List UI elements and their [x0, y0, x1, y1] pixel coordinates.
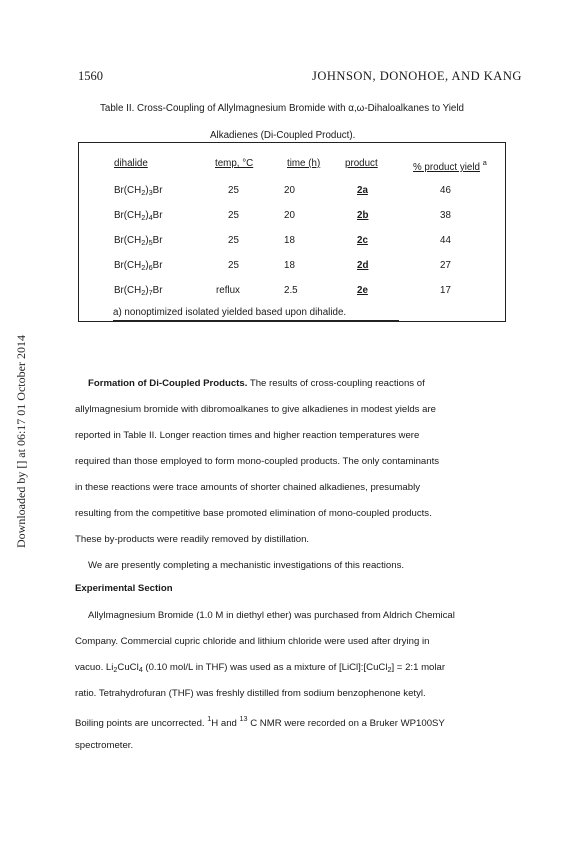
dihalide-text: )	[145, 185, 149, 196]
paragraph-text: H and	[211, 718, 240, 729]
product-cell: 2a	[357, 185, 368, 196]
temp-cell: 25	[228, 260, 239, 271]
table-row	[114, 285, 162, 297]
paragraph-line: We are presently completing a mechanistic investigations of this reactions.	[88, 560, 405, 571]
temp-cell: 25	[228, 235, 239, 246]
time-cell: 2.5	[284, 285, 298, 296]
paragraph-line: resulting from the competitive base promoted elimination of mono-coupled products.	[75, 508, 432, 519]
download-watermark: Downloaded by [] at 06:17 01 October 2014	[14, 335, 28, 548]
dihalide-text: Br	[152, 210, 163, 221]
section-heading: Experimental Section	[75, 583, 173, 594]
header-dihalide: dihalide	[114, 158, 148, 169]
dihalide-text: Br(CH	[114, 185, 142, 196]
dihalide-sub: 2	[141, 188, 146, 197]
dihalide-sub: 2	[141, 213, 146, 222]
paragraph-text: CuCl	[117, 662, 139, 673]
dihalide-sub: 7	[148, 288, 153, 297]
dihalide-sub: 4	[148, 213, 153, 222]
paragraph-line	[75, 714, 445, 729]
dihalide-text: )	[145, 260, 149, 271]
temp-cell: reflux	[216, 285, 240, 296]
paragraph-text: The results of cross-coupling reactions of	[247, 378, 425, 389]
paragraph-line: Company. Commercial cupric chloride and lithium chloride were used after drying in	[75, 636, 430, 647]
dihalide-sub: 6	[148, 263, 153, 272]
dihalide-sub: 5	[148, 238, 153, 247]
paragraph-text: (0.10 mol/L in THF) was used as a mixture of [LiCl]:[CuCl	[142, 662, 388, 673]
paragraph-line: Allylmagnesium Bromide (1.0 M in diethyl ether) was purchased from Aldrich Chemical	[88, 610, 455, 621]
time-cell: 20	[284, 185, 295, 196]
table-footnote: a) nonoptimized isolated yielded based upon dihalide.	[113, 307, 347, 318]
time-cell: 20	[284, 210, 295, 221]
table-caption-continued: Alkadienes (Di-Coupled Product).	[210, 130, 356, 141]
paragraph-sub: 2	[387, 665, 392, 674]
paragraph-line: ratio. Tetrahydrofuran (THF) was freshly distilled from sodium benzophenone ketyl.	[75, 688, 426, 699]
time-cell: 18	[284, 235, 295, 246]
dihalide-sub: 3	[148, 188, 153, 197]
yield-cell: 44	[440, 235, 451, 246]
product-cell: 2c	[357, 235, 368, 246]
paragraph-text: C NMR were recorded on a Bruker WP100SY	[247, 718, 445, 729]
paragraph-line	[75, 662, 445, 674]
dihalide-text: )	[145, 210, 149, 221]
dihalide-text: Br(CH	[114, 210, 142, 221]
header-yield-label: % product yield	[413, 162, 480, 173]
dihalide-sub: 2	[141, 288, 146, 297]
table-row	[114, 210, 162, 222]
yield-cell: 46	[440, 185, 451, 196]
dihalide-text: Br	[152, 260, 163, 271]
paragraph-sup: 13	[239, 714, 248, 723]
paragraph-line: allylmagnesium bromide with dibromoalkanes to give alkadienes in modest yields are	[75, 404, 437, 415]
page-number: 1560	[78, 69, 103, 83]
paragraph-line: spectrometer.	[75, 740, 134, 751]
paragraph-line: in these reactions were trace amounts of shorter chained alkadienes, presumably	[75, 482, 421, 493]
paragraph-sub: 2	[113, 665, 118, 674]
paragraph-text: Boiling points are uncorrected.	[75, 718, 208, 729]
temp-cell: 25	[228, 185, 239, 196]
paragraph-sub: 4	[138, 665, 143, 674]
dihalide-text: )	[145, 285, 149, 296]
product-cell: 2d	[357, 260, 369, 271]
temp-cell: 25	[228, 210, 239, 221]
dihalide-text: Br(CH	[114, 260, 142, 271]
paragraph-line: required than those employed to form mono-coupled products. The only contaminants	[75, 456, 440, 467]
header-yield	[413, 158, 487, 173]
dihalide-text: Br	[152, 285, 163, 296]
paragraph-line: These by-products were readily removed by distillation.	[75, 534, 310, 545]
paragraph-line: reported in Table II. Longer reaction times and higher reaction temperatures were	[75, 430, 420, 441]
paragraph-heading: Formation of Di-Coupled Products.	[88, 378, 248, 389]
paragraph-sup: 1	[207, 714, 212, 723]
dihalide-text: Br(CH	[114, 285, 142, 296]
yield-cell: 27	[440, 260, 451, 271]
time-cell: 18	[284, 260, 295, 271]
table-row	[114, 235, 162, 247]
table-caption: Table II. Cross-Coupling of Allylmagnesium Bromide with α,ω-Dihaloalkanes to Yield	[100, 103, 464, 114]
dihalide-sub: 2	[141, 238, 146, 247]
paragraph-text: ] = 2:1 molar	[391, 662, 446, 673]
dihalide-text: Br	[152, 235, 163, 246]
footnote-rule	[113, 320, 399, 321]
yield-cell: 38	[440, 210, 451, 221]
table-row	[114, 185, 162, 197]
yield-cell: 17	[440, 285, 451, 296]
dihalide-sub: 2	[141, 263, 146, 272]
header-time: time (h)	[287, 158, 321, 169]
dihalide-text: )	[145, 235, 149, 246]
header-product: product	[345, 158, 378, 169]
header-yield-mark: a	[482, 158, 487, 167]
header-temp: temp, °C	[215, 158, 254, 169]
dihalide-text: Br	[152, 185, 163, 196]
product-cell: 2e	[357, 285, 368, 296]
running-head: JOHNSON, DONOHOE, AND KANG	[312, 69, 522, 83]
paragraph-line	[88, 378, 425, 389]
paragraph-text: vacuo. Li	[75, 662, 114, 673]
product-cell: 2b	[357, 210, 369, 221]
table-row	[114, 260, 162, 272]
dihalide-text: Br(CH	[114, 235, 142, 246]
